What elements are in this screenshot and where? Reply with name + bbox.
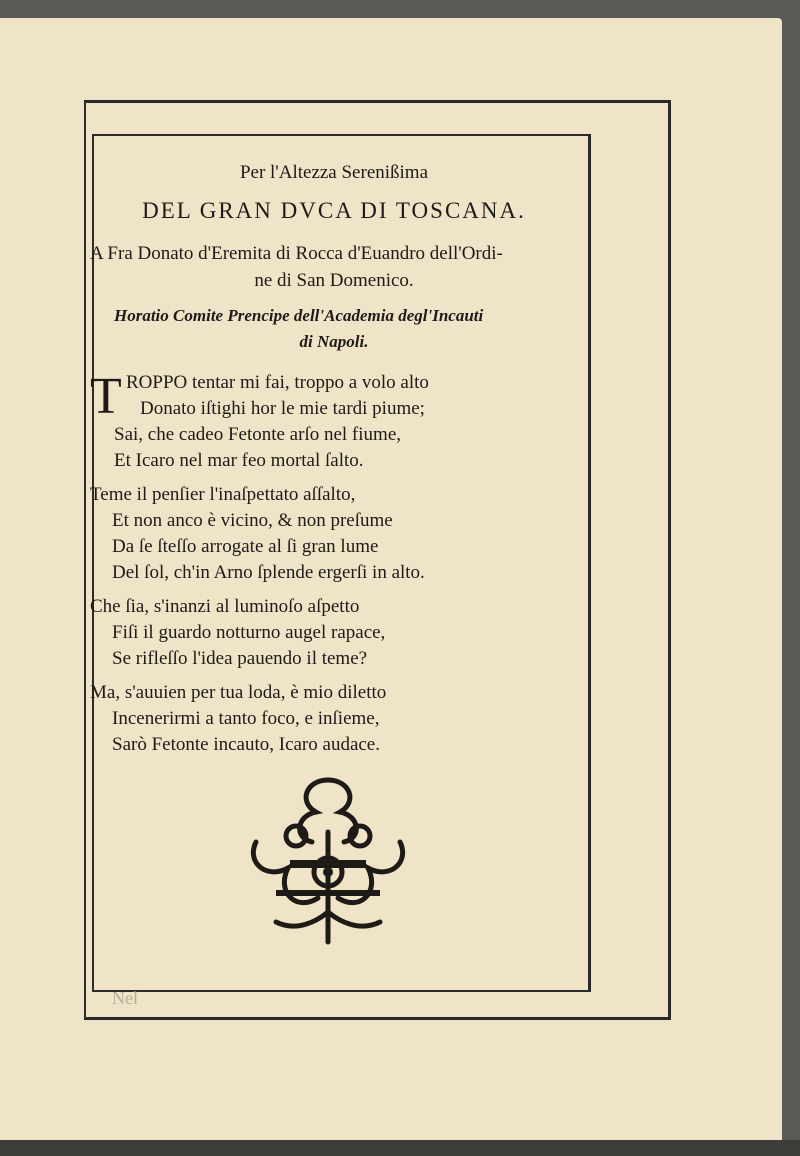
verse-line: Incenerirmi a tanto foco, e inſieme, [112, 708, 380, 729]
verse-line: Teme il penſier l'inaſpettato aſſalto, [90, 484, 356, 505]
page-title: DEL GRAN DVCA DI TOSCANA. [142, 198, 526, 223]
verse-line: Che ſia, s'inanzi al luminoſo aſpetto [90, 596, 360, 617]
library-stamp-text: Nel [112, 988, 138, 1008]
verse-line: Fiſi il guardo notturno augel rapace, [112, 622, 386, 643]
verse-line: Da ſe ſteſſo arrogate al ſi gran lume [112, 536, 379, 557]
page-bottom-edge [0, 1140, 800, 1156]
verse-line: Se rifleſſo l'idea pauendo il teme? [112, 648, 368, 669]
author-line-2: di Napoli. [299, 332, 369, 351]
verse-line: Et Icaro nel mar feo mortal ſalto. [114, 450, 364, 471]
verse-line: Sai, che cadeo Fetonte arſo nel fiume, [114, 424, 402, 445]
verse-line: Donato iſtighi hor le mie tardi piume; [140, 398, 425, 419]
author-line-1: Horatio Comite Prencipe dell'Academia degl'Incauti [114, 306, 484, 325]
addressee-line-2: ne di San Domenico. [254, 270, 414, 291]
verse-line: ROPPO tentar mi fai, troppo a volo alto [126, 372, 429, 393]
dedication-line: Per l'Altezza Serenißima [239, 162, 429, 183]
printers-ornament-icon [236, 772, 420, 952]
verse-line: Et non anco è vicino, & non preſume [112, 510, 393, 531]
verse-line: Del ſol, ch'in Arno ſplende ergerſi in alto. [112, 562, 425, 583]
addressee-line-1: A Fra Donato d'Eremita di Rocca d'Euandro dell'Ordi- [90, 243, 503, 264]
verse-line: Sarò Fetonte incauto, Icaro audace. [112, 734, 380, 755]
verse-line: Ma, s'auuien per tua loda, è mio diletto [90, 682, 387, 703]
dropcap-letter: T [90, 368, 122, 425]
